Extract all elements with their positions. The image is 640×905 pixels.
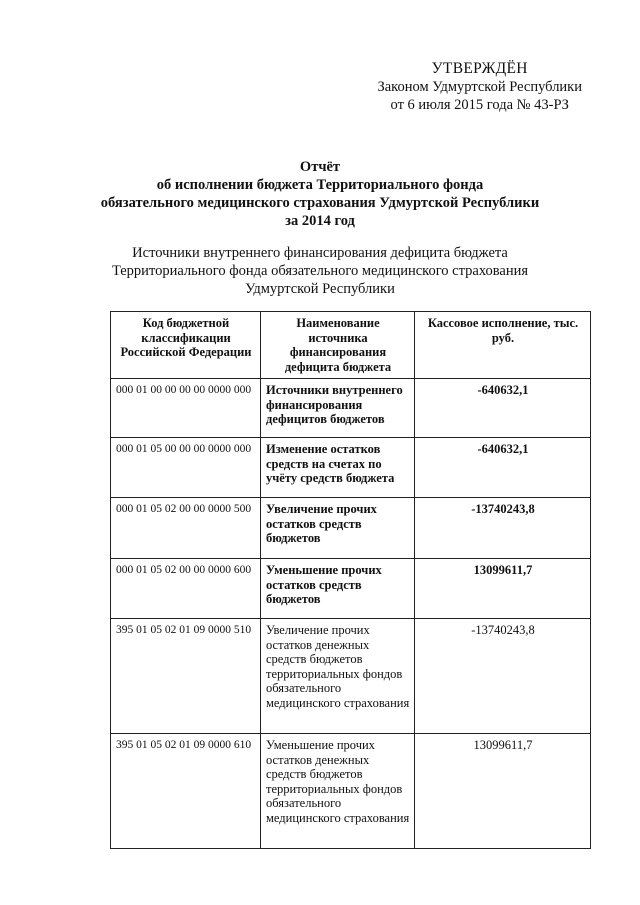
- table-row: [111, 619, 591, 734]
- row-name: Изменение остатков средств на счетах по учёту средств бюджета: [261, 438, 415, 498]
- table-row: [111, 498, 591, 559]
- section-title-line-3: Удмуртской Республики: [245, 281, 395, 297]
- table-row: [111, 379, 591, 438]
- budget-sources-table: [110, 311, 591, 849]
- row-code: 000 01 05 02 00 00 0000 500: [111, 498, 261, 559]
- row-name: Увеличение прочих остатков денежных средств бюджетов территориальных фондов обязательного медицинского страхования: [261, 619, 415, 734]
- row-name: Уменьшение прочих остатков средств бюджетов: [261, 559, 415, 619]
- approval-block: [377, 60, 582, 114]
- approval-law-line: Законом Удмуртской Республики: [377, 79, 582, 95]
- header-code: Код бюджетной классификации Российской Федерации: [111, 312, 261, 379]
- header-name: Наименование источника финансирования дефицита бюджета: [261, 312, 415, 379]
- section-title-line-2: Территориального фонда обязательного медицинского страхования: [111, 263, 529, 279]
- row-code: 395 01 05 02 01 09 0000 510: [111, 619, 261, 734]
- table-row: [111, 734, 591, 849]
- section-title-line-1: Источники внутреннего финансирования дефицита бюджета: [132, 245, 508, 261]
- table-row: [111, 559, 591, 619]
- row-name: Увеличение прочих остатков средств бюджетов: [261, 498, 415, 559]
- report-title-line-2: обязательного медицинского страхования Удмуртской Республики: [100, 195, 540, 211]
- row-amount: 13099611,7: [415, 559, 591, 619]
- table-row: [111, 438, 591, 498]
- row-code: 000 01 05 02 00 00 0000 600: [111, 559, 261, 619]
- row-name: Уменьшение прочих остатков денежных средств бюджетов территориальных фондов обязательного медицинского страхования: [261, 734, 415, 849]
- header-amount: Кассовое исполнение, тыс. руб.: [415, 312, 591, 379]
- row-code: 000 01 00 00 00 00 0000 000: [111, 379, 261, 438]
- row-code: 395 01 05 02 01 09 0000 610: [111, 734, 261, 849]
- report-title: [60, 158, 580, 230]
- table-header-row: [111, 312, 591, 379]
- row-amount: -640632,1: [415, 379, 591, 438]
- report-title-word: Отчёт: [299, 159, 341, 175]
- row-amount: 13099611,7: [415, 734, 591, 849]
- approval-date-line: от 6 июля 2015 года № 43-РЗ: [390, 97, 569, 113]
- row-code: 000 01 05 00 00 00 0000 000: [111, 438, 261, 498]
- row-amount: -13740243,8: [415, 619, 591, 734]
- section-title: [40, 244, 600, 298]
- row-name: Источники внутреннего финансирования дефицитов бюджетов: [261, 379, 415, 438]
- row-amount: -640632,1: [415, 438, 591, 498]
- row-amount: -13740243,8: [415, 498, 591, 559]
- approval-title: УТВЕРЖДЁН: [431, 60, 528, 77]
- report-title-line-3: за 2014 год: [285, 213, 355, 229]
- report-title-line-1: об исполнении бюджета Территориального фонда: [156, 177, 484, 193]
